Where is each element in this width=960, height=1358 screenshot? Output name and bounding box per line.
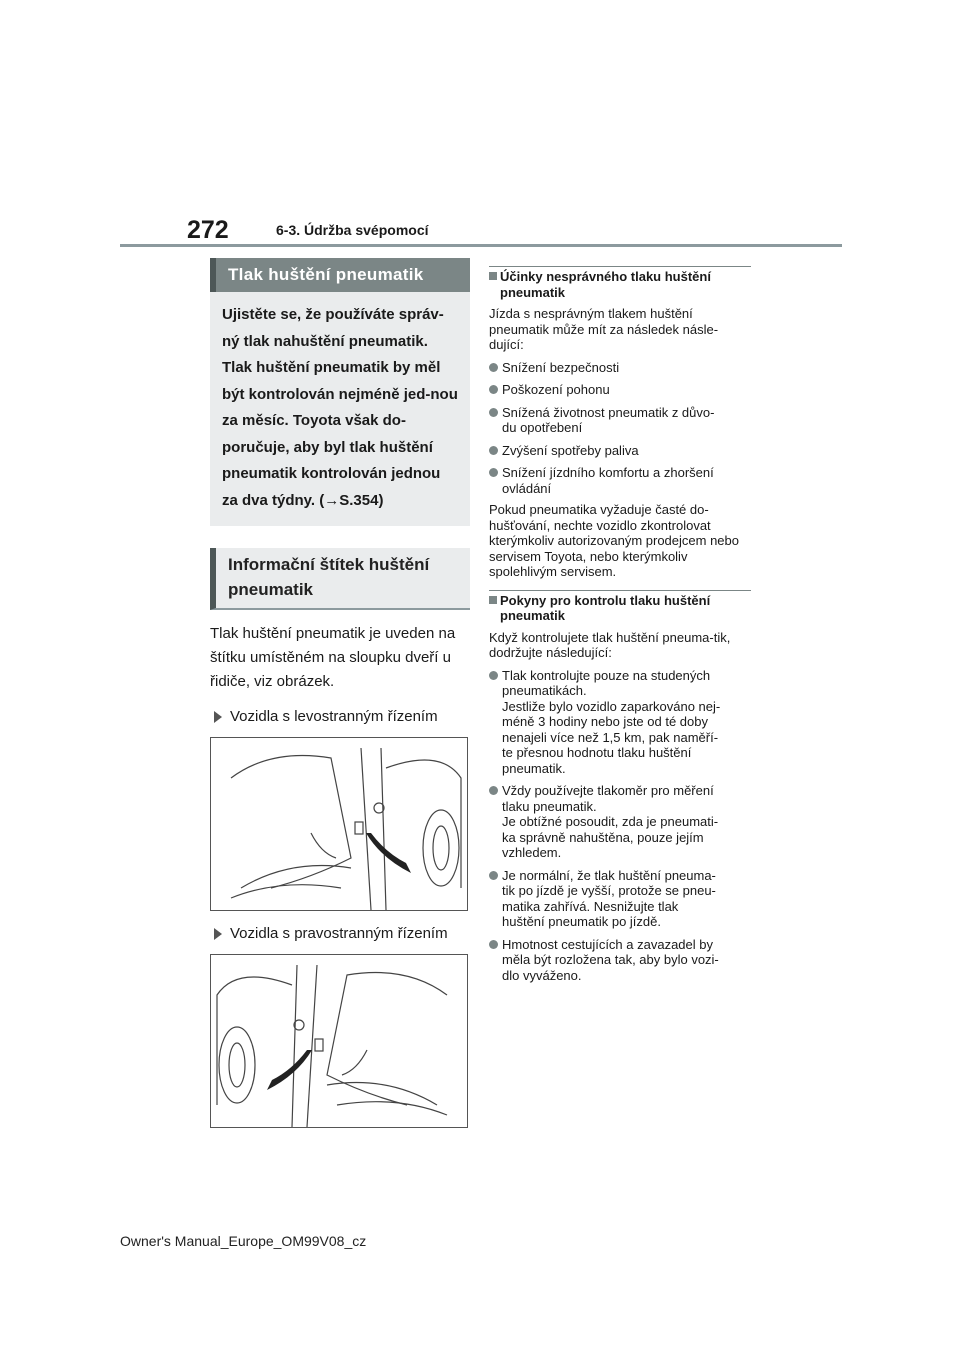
square-bullet-icon xyxy=(489,272,497,280)
round-bullet-icon xyxy=(489,671,498,680)
page-number: 272 xyxy=(187,216,229,244)
round-bullet-icon xyxy=(489,363,498,372)
list-item-text: Hmotnost cestujících a zavazadel by měla být rozložena tak, aby bylo vozi- dlo vyváženo. xyxy=(502,936,719,983)
rhd-illustration xyxy=(211,955,467,1127)
rhd-item xyxy=(214,925,470,942)
subheading-instructions-text: Pokyny pro kontrolu tlaku huštění pneumatik xyxy=(500,592,711,623)
list-item xyxy=(489,668,751,777)
left-column xyxy=(210,258,470,1128)
list-item xyxy=(489,443,751,459)
list-item xyxy=(489,465,751,496)
round-bullet-icon xyxy=(489,468,498,477)
round-bullet-icon xyxy=(489,786,498,795)
list-item xyxy=(489,405,751,436)
round-bullet-icon xyxy=(489,385,498,394)
square-bullet-icon xyxy=(489,596,497,604)
triangle-pointer-icon xyxy=(214,928,222,940)
list-item-text: Snížení jízdního komfortu a zhoršení ovládání xyxy=(502,465,714,496)
header-rule xyxy=(120,244,842,247)
rhd-figure xyxy=(210,954,468,1128)
list-item-text: Vždy používejte tlakoměr pro měření tlaku pneumatik. Je obtížné posoudit, zda je pneumati- ka správně nahuštěna, pouze jejím vzhledem. xyxy=(502,783,719,860)
round-bullet-icon xyxy=(489,871,498,880)
list-item-text: Snížení bezpečnosti xyxy=(502,359,620,375)
section-header: 6-3. Údržba svépomocí xyxy=(276,222,429,238)
label-location-text: Tlak huštění pneumatik je uveden na štítku umístěném na sloupku dveří u řidiče, viz obrázek. xyxy=(210,625,456,690)
footer-text: Owner's Manual_Europe_OM99V08_cz xyxy=(120,1233,367,1249)
round-bullet-icon xyxy=(489,446,498,455)
list-item-text: Tlak kontrolujte pouze na studených pneumatikách. Jestliže bylo vozidlo zaparkováno nej- méně 3 hodiny nebo jste od té doby nenajeli více než 1,5 km, pak naměří- te přesnou hodnotu tlaku huštění pneumatik. xyxy=(502,667,721,776)
list-item-text: Zvýšení spotřeby paliva xyxy=(502,442,639,458)
heading-tire-pressure: Tlak huštění pneumatik xyxy=(210,258,470,292)
lhd-label: Vozidla s levostranným řízením xyxy=(230,708,438,725)
heading-info-label: Informační štítek huštění pneumatik xyxy=(210,548,470,610)
list-item-text: Poškození pohonu xyxy=(502,382,610,397)
lhd-illustration xyxy=(211,738,467,910)
list-item xyxy=(489,360,751,376)
list-item-text: Je normální, že tlak huštění pneuma- tik po jízdě je vyšší, protože se pneu- matika zahřívá. Nesnižujte tlak huštění pneumatik po jízdě. xyxy=(502,867,716,929)
effects-intro: Jízda s nesprávným tlakem huštění pneumatik může mít za následek násle-dující: xyxy=(489,306,719,352)
list-item xyxy=(489,868,751,930)
rhd-label: Vozidla s pravostranným řízením xyxy=(230,925,448,942)
instructions-intro: Když kontrolujete tlak huštění pneuma-tik, dodržujte následující: xyxy=(489,629,731,660)
info-box: Ujistěte se, že používáte správ-ný tlak nahuštění pneumatik. Tlak huštění pneumatik by měl být kontrolován nejméně jed-nou za měsíc. Toyota však do-poručuje, aby byl tlak huštění pneumatik kontrolován jednou za dva týdny. (→S.354) xyxy=(210,292,470,526)
list-item-text: Snížená životnost pneumatik z důvo- du opotřebení xyxy=(502,404,715,435)
round-bullet-icon xyxy=(489,408,498,417)
list-item xyxy=(489,783,751,861)
list-item xyxy=(489,382,751,398)
subheading-effects xyxy=(489,266,751,300)
subheading-effects-text: Účinky nesprávného tlaku huštění pneumatik xyxy=(500,269,711,300)
lhd-item xyxy=(214,708,470,725)
lhd-figure xyxy=(210,737,468,911)
effects-outro: Pokud pneumatika vyžaduje časté do-hušťování, nechte vozidlo zkontrolovat kterýmkoliv autorizovaným prodejcem nebo servisem Toyota, nebo kterýmkoliv spolehlivým servisem. xyxy=(489,502,739,579)
right-column xyxy=(489,266,751,983)
subheading-instructions xyxy=(489,590,751,624)
triangle-pointer-icon xyxy=(214,711,222,723)
round-bullet-icon xyxy=(489,940,498,949)
list-item xyxy=(489,937,751,984)
